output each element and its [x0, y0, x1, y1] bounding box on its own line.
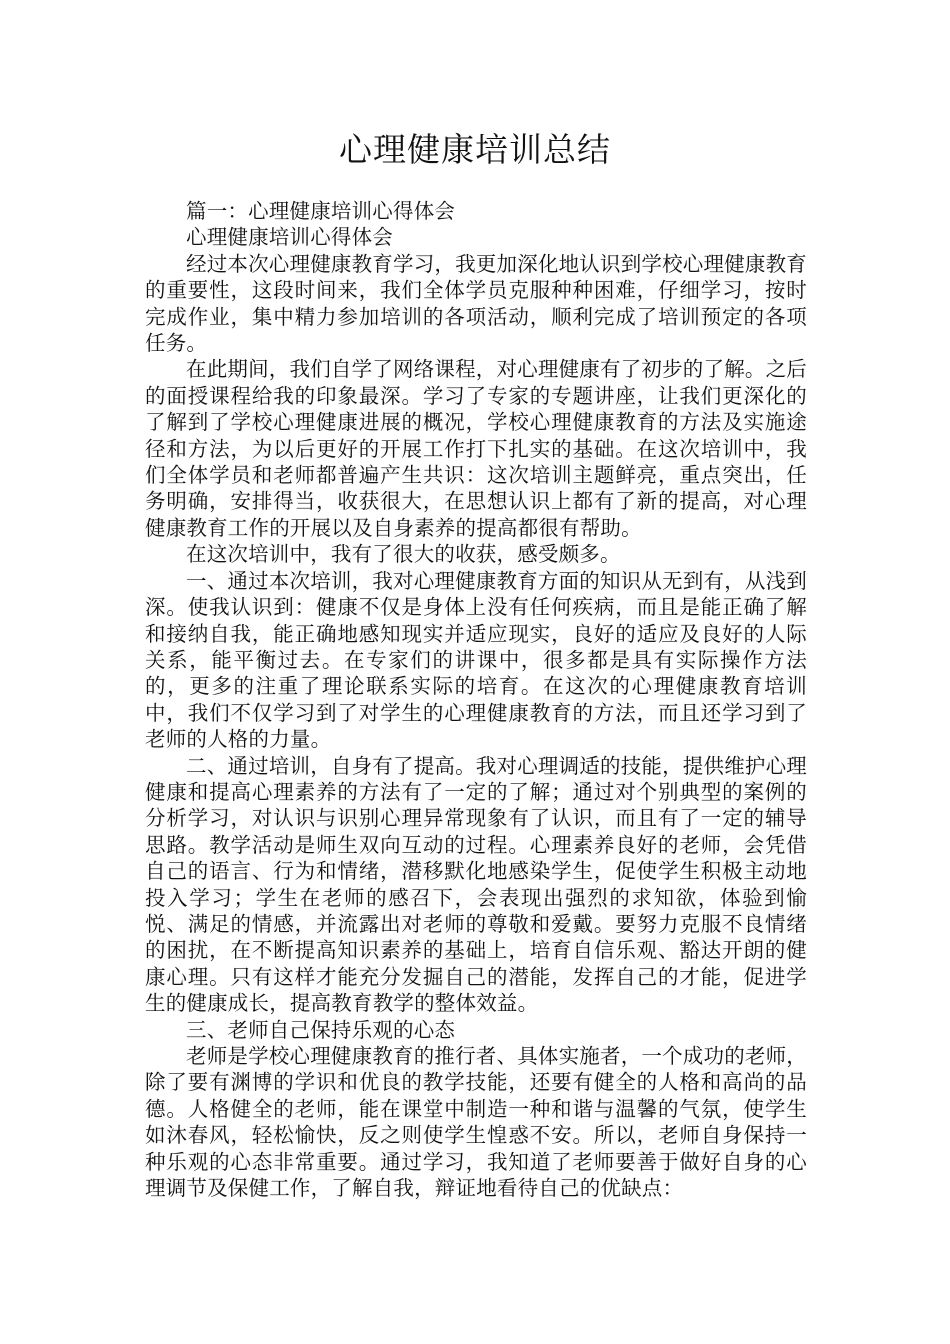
paragraph: 在此期间，我们自学了网络课程，对心理健康有了初步的了解。之后的面授课程给我的印象最深。学习了专家的专题讲座，让我们更深化的了解到了学校心理健康进展的概况，学校心理健康教育的方法及实施途径和方法，为以后更好的开展工作打下扎实的基础。在这次培训中，我们全体学员和老师都普遍产生共识：这次培训主题鲜亮，重点突出，任务明确，安排得当，收获很大，在思想认识上都有了新的提高，对心理健康教育工作的开展以及自身素养的提高都很有帮助。 — [145, 357, 807, 540]
document-body — [145, 198, 807, 1201]
paragraph: 老师是学校心理健康教育的推行者、具体实施者，一个成功的老师，除了要有渊博的学识和优良的教学技能，还要有健全的人格和高尚的品德。人格健全的老师，能在课堂中制造一种和谐与温馨的气氛，使学生如沐春风，轻松愉快，反之则使学生惶惑不安。所以，老师自身保持一种乐观的心态非常重要。通过学习，我知道了老师要善于做好自身的心理调节及保健工作，了解自我，辩证地看待自己的优缺点： — [145, 1044, 807, 1201]
document-title: 心理健康培训总结 — [339, 130, 611, 169]
paragraph-subtitle: 心理健康培训心得体会 — [186, 225, 393, 250]
paragraph-heading: 三、老师自己保持乐观的心态 — [186, 1017, 456, 1042]
paragraph: 经过本次心理健康教育学习，我更加深化地认识到学校心理健康教育的重要性，这段时间来，我们全体学员克服种种困难，仔细学习，按时完成作业，集中精力参加培训的各项活动，顺利完成了培训预定的各项任务。 — [145, 251, 807, 356]
paragraph: 在这次培训中，我有了很大的收获，感受颇多。 — [186, 542, 621, 567]
paragraph: 二、通过培训，自身有了提高。我对心理调适的技能，提供维护心理健康和提高心理素养的方法有了一定的了解；通过对个别典型的案例的分析学习，对认识与识别心理异常现象有了认识，而且有了一定的辅导思路。教学活动是师生双向互动的过程。心理素养良好的老师，会凭借自己的语言、行为和情绪，潜移默化地感染学生，促使学生积极主动地投入学习；学生在老师的感召下，会表现出强烈的求知欲，体验到愉悦、满足的情感，并流露出对老师的尊敬和爱戴。要努力克服不良情绪的困扰，在不断提高知识素养的基础上，培育自信乐观、豁达开朗的健康心理。只有这样才能充分发掘自己的潜能，发挥自己的才能，促进学生的健康成长，提高教育教学的整体效益。 — [145, 753, 807, 1016]
paragraph-section-heading: 篇一：心理健康培训心得体会 — [186, 199, 456, 223]
paragraph: 一、通过本次培训，我对心理健康教育方面的知识从无到有，从浅到深。使我认识到：健康不仅是身体上没有任何疾病，而且是能正确了解和接纳自我，能正确地感知现实并适应现实，良好的适应及良好的人际关系，能平衡过去。在专家们的讲课中，很多都是具有实际操作方法的，更多的注重了理论联系实际的培育。在这次的心理健康教育培训中，我们不仅学习到了对学生的心理健康教育的方法，而且还学习到了老师的人格的力量。 — [145, 568, 807, 752]
